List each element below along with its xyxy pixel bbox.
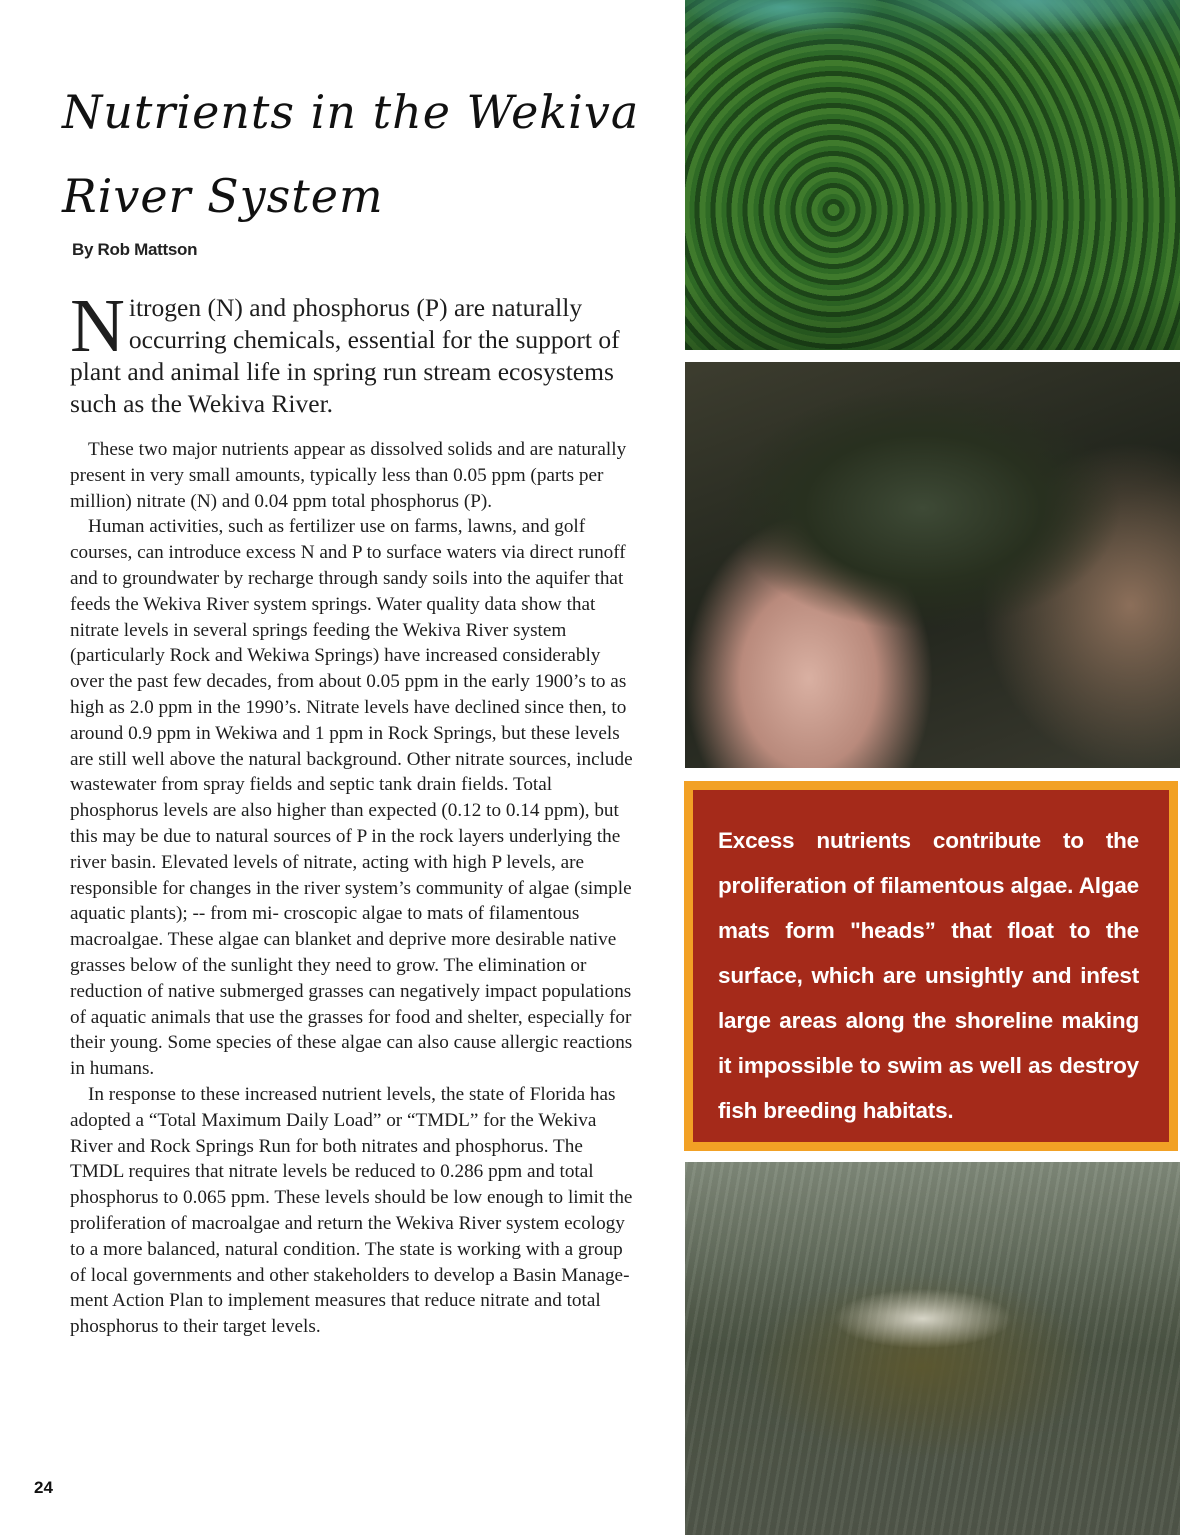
body-paragraph: In response to these increased nutrient levels, the state of Florida has adopted a “Total Maximum Daily Load” or “TMDL” for the Wekiva River and Rock Springs Run for both nitrates and phosphorus. The TMDL requires that nitrate levels be reduced to 0.286 ppm and total phosphorus to 0.065 ppm. These levels should be low enough to limit the proliferation of macroalgae and return the Wekiva River system ecology to a more balanced, natural condition. The state is working with a group of local governments and other stakeholders to develop a Basin Manage- ment Action Plan to implement measures that reduce nitrate and total phosphorus to their target levels. [70,1083,633,1338]
intro-paragraph [70,284,635,420]
body-paragraph: Human activities, such as fertilizer use on farms, lawns, and golf courses, can introduce excess N and P to surface waters via direct runoff and to groundwater by recharge through sandy soils into the aquifer that feeds the Wekiva River system springs. Water quality data show that nitrate levels in several springs feeding the Wekiva River system (particularly Rock and Wekiwa Springs) have increased considerably over the past few decades, from about 0.05 ppm in the early 1900’s to as high as 2.0 ppm in the 1990’s. Nitrate levels have declined since then, to around 0.9 ppm in Wekiwa and 1 ppm in Rock Springs, but these levels are still well above the natural background. Other nitrate sources, include wastewater from spray fields and septic tank drain fields. Total phosphorus levels are also higher than expected (0.12 to 0.14 ppm), but this may be due to natural sources of P in the rock layers underlying the river basin. Elevated levels of nitrate, acting with high P levels, are responsible for changes in the river system’s community of algae (simple aquatic plants); -- from mi- croscopic algae to mats of filamentous macroalgae. These algae can blanket and deprive more desirable native grasses below of the sunlight they need to grow. The elimination or reduction of native submerged grasses can negatively impact populations of aquatic animals that use the grasses for food and shelter, especially for their young. Some species of these algae can also cause allergic reactions in humans. [70,516,633,1080]
callout-box [684,781,1178,1151]
page-number: 24 [34,1478,53,1497]
drop-cap: N [70,284,125,368]
callout-text: Excess nutrients contribute to the proliferation of filamentous algae. Algae mats form "heads” that float to the surface, which are unsightly and infest large areas along the shoreline making it impossible to swim as well as destroy fish breeding habitats. [718,828,1139,1123]
hand-holding-algae-photo [685,362,1180,768]
callout-inner [693,790,1169,1142]
byline: By Rob Mattson [72,240,198,259]
algae-mat-head-photo [685,1162,1180,1535]
underwater-vegetation-photo [685,0,1180,350]
article-title: Nutrients in the Wekiva River System [62,85,640,223]
body-paragraph: These two major nutrients appear as dissolved solids and are naturally present in very small amounts, typically less than 0.05 ppm (parts per million) nitrate (N) and 0.04 ppm total phosphorus (P). [70,439,627,512]
intro-text: itrogen (N) and phosphorus (P) are naturally occurring chemicals, essential for the support of plant and animal life in spring run stream ecosystems such as the Wekiva River. [70,293,620,418]
article-body [70,437,636,1340]
